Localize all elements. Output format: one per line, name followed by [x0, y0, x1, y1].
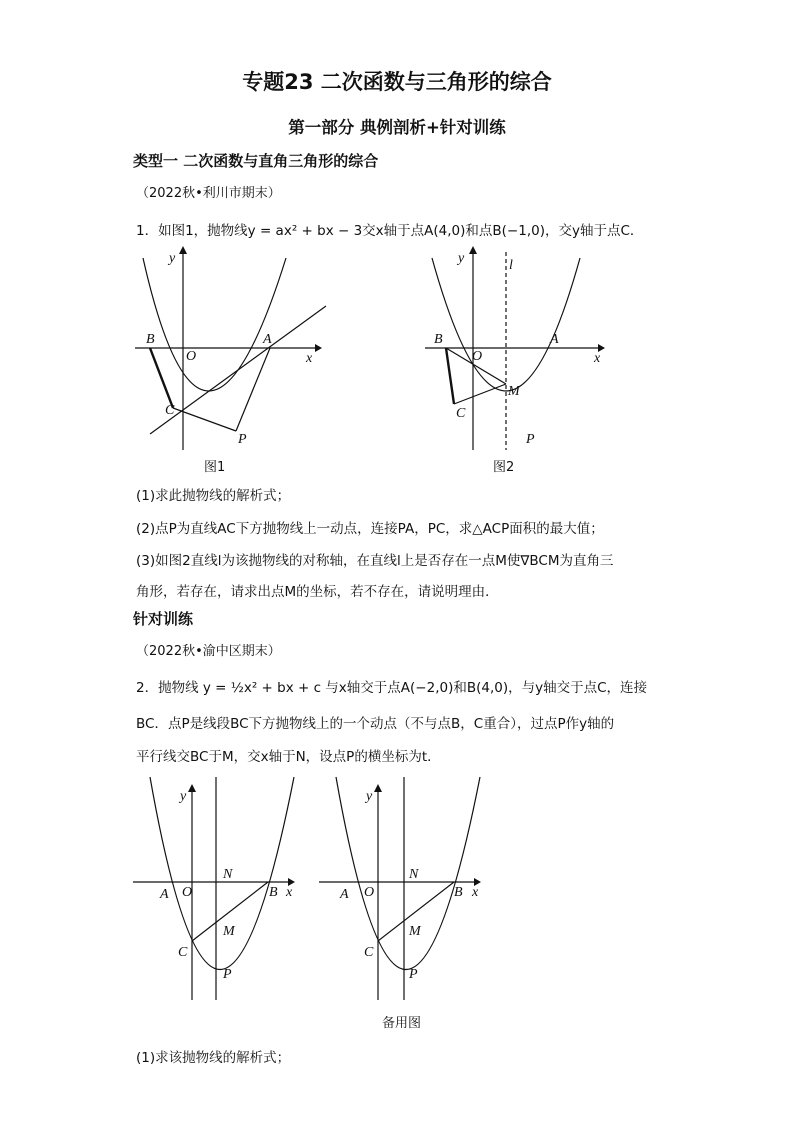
- figure2-label-o: O: [472, 349, 483, 364]
- problem2-stem-line2: BC．点P是线段BC下方抛物线上的一个动点（不与点B，C重合），过点P作y轴的: [136, 716, 615, 732]
- figure1-caption: 图1: [204, 460, 226, 475]
- type1-heading: 类型一 二次函数与直角三角形的综合: [133, 152, 379, 170]
- figure1-label-p: P: [238, 432, 247, 447]
- problem2-figure-b-label-p: P: [409, 967, 418, 982]
- problem1-q3-line1: (3)如图2直线l为该抛物线的对称轴，在直线l上是否存在一点M使∇BCM为直角三: [136, 553, 614, 569]
- figure2-label-m: M: [508, 384, 520, 399]
- problem2-figure-b-label-m: M: [409, 924, 421, 939]
- figure2-label-b: B: [434, 332, 443, 347]
- figure1-label-a: A: [263, 332, 272, 347]
- problem2-figure-b-label-n: N: [409, 867, 419, 882]
- problem2-figure-a-label-b: B: [269, 885, 278, 900]
- figure1-line-ac: [150, 306, 326, 434]
- figure1-label-b: B: [146, 332, 155, 347]
- figure2-segment-bc: [446, 348, 454, 404]
- problem1-stem: 1．如图1，抛物线y = ax² + bx − 3交x轴于点A(4,0)和点B(−1,0)，交y轴于点C．: [136, 223, 644, 239]
- figure-1: [130, 244, 330, 474]
- figure1-label-c: C: [165, 403, 175, 418]
- problem2-figure-caption: 备用图: [382, 1016, 422, 1031]
- page-subtitle: 第一部分 典例剖析+针对训练: [288, 118, 506, 137]
- page-title: 专题23 二次函数与三角形的综合: [242, 70, 552, 94]
- problem2-figure-a-label-x: x: [286, 885, 293, 900]
- problem1-q2: (2)点P为直线AC下方抛物线上一动点，连接PA，PC，求△ACP面积的最大值；: [136, 521, 604, 537]
- figure1-parabola: [143, 258, 286, 391]
- problem2-stem-line1: 2．抛物线 y = ½x² + bx + c 与x轴交于点A(−2,0)和B(4,0)，与y轴交于点C，连接: [136, 680, 648, 696]
- problem1-q3-line2: 角形，若存在，请求出点M的坐标，若不存在，请说明理由．: [136, 584, 499, 600]
- problem2-figure-b-label-x: x: [472, 885, 479, 900]
- figure1-label-o: O: [186, 349, 197, 364]
- figure2-segment-cm: [454, 384, 506, 404]
- problem2-figure-b-label-a: A: [340, 887, 349, 902]
- problem2-figure-a-parabola: [150, 777, 294, 970]
- practice-heading: 针对训练: [133, 610, 194, 628]
- problem2-figure-a-label-m: M: [223, 924, 235, 939]
- problem2-stem-line3: 平行线交BC于M，交x轴于N，设点P的横坐标为t．: [136, 749, 441, 765]
- figure1-label-x: x: [306, 351, 313, 366]
- problem2-figure-a-label-y: y: [180, 789, 187, 804]
- figure2-label-a: A: [550, 332, 559, 347]
- problem2-figure-b-label-o: O: [364, 885, 375, 900]
- figure-2: [420, 244, 620, 474]
- problem2-figure-b-parabola: [336, 777, 480, 970]
- figure1-segment-pa: [236, 348, 270, 431]
- problem2-figure-a: [128, 772, 308, 1004]
- figure1-segment-bc: [150, 348, 173, 408]
- figure2-label-p: P: [526, 432, 535, 447]
- problem1-source: （2022秋•利川市期末）: [136, 186, 281, 201]
- problem2-figure-a-label-p: P: [223, 967, 232, 982]
- problem2-figure-b-label-c: C: [364, 945, 374, 960]
- problem1-q1: (1)求此抛物线的解析式；: [136, 488, 291, 504]
- figure2-label-x: x: [594, 351, 601, 366]
- problem2-q1: (1)求该抛物线的解析式；: [136, 1050, 291, 1066]
- figure2-caption: 图2: [493, 460, 515, 475]
- problem2-figure-a-label-c: C: [178, 945, 188, 960]
- figure2-label-l: l: [509, 258, 513, 273]
- figure2-label-y: y: [458, 251, 465, 266]
- problem2-figure-a-label-n: N: [223, 867, 233, 882]
- problem2-figure-a-label-a: A: [160, 887, 169, 902]
- problem2-source: （2022秋•渝中区期末）: [136, 644, 281, 659]
- figure1-label-y: y: [169, 251, 176, 266]
- problem2-figure-b-label-y: y: [366, 789, 373, 804]
- figure2-label-c: C: [456, 406, 466, 421]
- problem2-figure-b: [314, 772, 494, 1004]
- problem2-figure-b-label-b: B: [454, 885, 463, 900]
- problem2-figure-a-label-o: O: [182, 885, 193, 900]
